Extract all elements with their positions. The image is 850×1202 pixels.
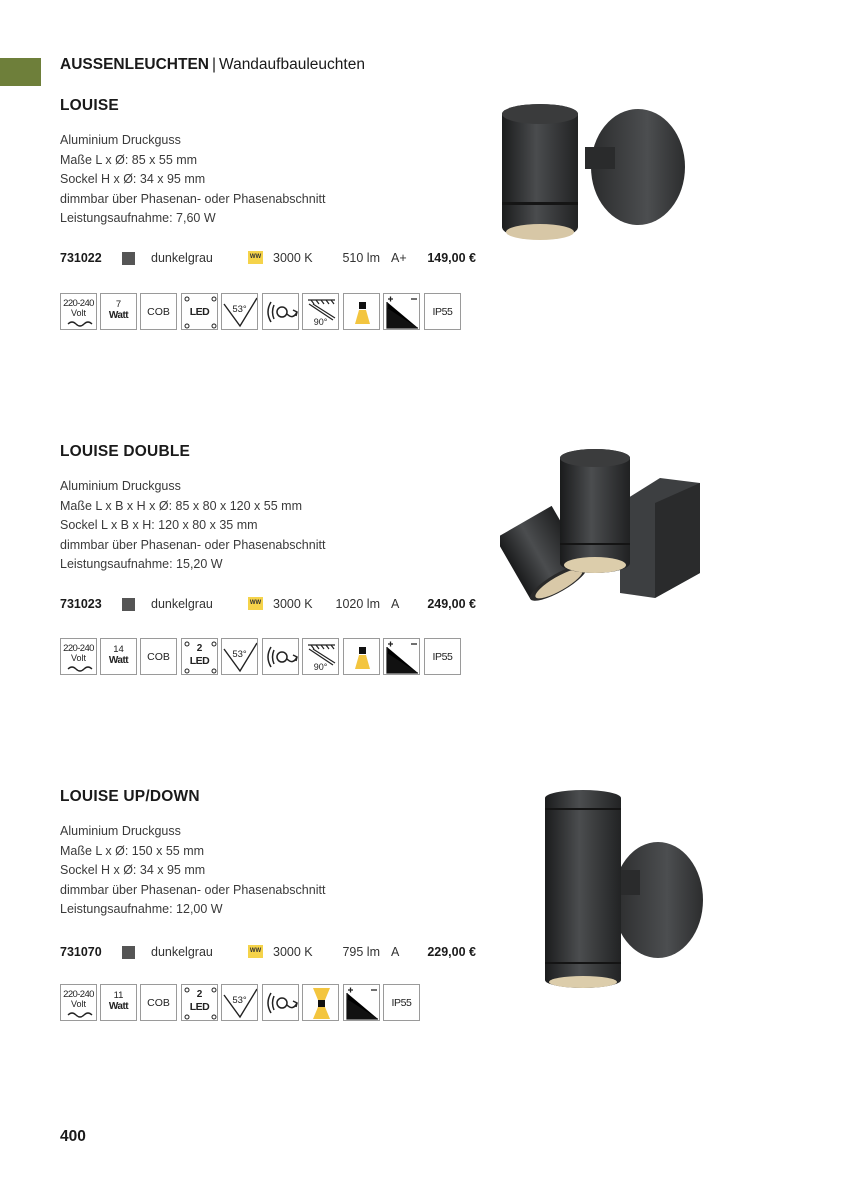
spec-line: Aluminium Druckguss xyxy=(60,479,181,493)
spec-line: Leistungsaufnahme: 7,60 W xyxy=(60,211,216,225)
color-name: dunkelgrau xyxy=(151,945,213,959)
voltage-icon: 220-240 Volt xyxy=(60,638,97,675)
light-up-down-icon xyxy=(302,984,339,1021)
product-specs xyxy=(60,131,325,229)
chapter-tab-marker xyxy=(0,58,41,86)
color-swatch xyxy=(122,598,135,611)
watt-icon: 7 Watt xyxy=(100,293,137,330)
spec-line: Leistungsaufnahme: 12,00 W xyxy=(60,902,223,916)
article-number: 731070 xyxy=(60,945,102,959)
voltage-icon: 220-240 Volt xyxy=(60,984,97,1021)
page-header xyxy=(60,56,365,74)
cob-icon: COB xyxy=(140,638,177,675)
dimmable-icon xyxy=(383,293,420,330)
order-row xyxy=(60,251,480,267)
header-category: AUSSENLEUCHTEN xyxy=(60,56,209,73)
warm-white-badge: WW xyxy=(248,945,263,958)
energy-class: A xyxy=(391,945,400,959)
dimmable-icon xyxy=(383,638,420,675)
order-row xyxy=(60,945,480,961)
price: 249,00 € xyxy=(427,597,476,611)
spec-line: Sockel H x Ø: 34 x 95 mm xyxy=(60,172,206,186)
light-down-icon xyxy=(343,293,380,330)
luminous-flux: 795 lm xyxy=(342,945,380,959)
color-name: dunkelgrau xyxy=(151,251,213,265)
product-louise-double xyxy=(0,443,850,783)
tilt-icon: 90° xyxy=(302,293,339,330)
order-row xyxy=(60,597,480,613)
spec-line: Maße L x Ø: 150 x 55 mm xyxy=(60,843,205,858)
spec-line: Aluminium Druckguss xyxy=(60,824,181,838)
color-swatch xyxy=(122,946,135,959)
voltage-icon: 220-240 Volt xyxy=(60,293,97,330)
cob-icon: COB xyxy=(140,293,177,330)
page-number: 400 xyxy=(60,1128,86,1145)
energy-class: A xyxy=(391,597,400,611)
product-photo-louise xyxy=(490,102,690,252)
color-name: dunkelgrau xyxy=(151,597,213,611)
energy-class: A+ xyxy=(391,251,407,265)
price: 149,00 € xyxy=(427,251,476,265)
spec-line: Maße L x Ø: 85 x 55 mm xyxy=(60,152,198,167)
product-title: LOUISE xyxy=(60,97,119,114)
header-separator: | xyxy=(211,56,217,73)
light-down-icon xyxy=(343,638,380,675)
led-icon: 2 LED xyxy=(181,984,218,1021)
spec-line: Aluminium Druckguss xyxy=(60,133,181,147)
header-subcategory: Wandaufbauleuchten xyxy=(219,56,365,73)
luminous-flux: 1020 lm xyxy=(335,597,380,611)
article-number: 731023 xyxy=(60,597,102,611)
watt-icon: 11 Watt xyxy=(100,984,137,1021)
color-swatch xyxy=(122,252,135,265)
rotate-icon xyxy=(262,638,299,675)
spec-line: Leistungsaufnahme: 15,20 W xyxy=(60,557,223,571)
product-louise xyxy=(0,97,850,437)
dimmable-icon xyxy=(343,984,380,1021)
cob-icon: COB xyxy=(140,984,177,1021)
product-title: LOUISE UP/DOWN xyxy=(60,788,200,805)
product-specs xyxy=(60,477,325,575)
beam-angle-icon: 53° xyxy=(221,638,258,675)
beam-angle-icon: 53° xyxy=(221,984,258,1021)
rotate-icon xyxy=(262,293,299,330)
luminous-flux: 510 lm xyxy=(342,251,380,265)
spec-line: Sockel L x B x H: 120 x 80 x 35 mm xyxy=(60,518,258,532)
product-louise-up-down xyxy=(0,788,850,1128)
product-title: LOUISE DOUBLE xyxy=(60,443,191,460)
spec-line: dimmbar über Phasenan- oder Phasenabschnitt xyxy=(60,882,326,897)
warm-white-badge: WW xyxy=(248,597,263,610)
tilt-icon: 90° xyxy=(302,638,339,675)
watt-icon: 14 Watt xyxy=(100,638,137,675)
ip-rating-icon: IP55 xyxy=(424,638,461,675)
price: 229,00 € xyxy=(427,945,476,959)
led-icon: LED xyxy=(181,293,218,330)
color-temperature: 3000 K xyxy=(273,945,313,959)
ip-rating-icon: IP55 xyxy=(424,293,461,330)
beam-angle-icon: 53° xyxy=(221,293,258,330)
spec-line: Sockel H x Ø: 34 x 95 mm xyxy=(60,863,206,877)
spec-line: dimmbar über Phasenan- oder Phasenabschnitt xyxy=(60,191,326,206)
spec-line: dimmbar über Phasenan- oder Phasenabschnitt xyxy=(60,537,326,552)
color-temperature: 3000 K xyxy=(273,597,313,611)
ip-rating-icon: IP55 xyxy=(383,984,420,1021)
product-photo-louise-up-down xyxy=(540,790,710,990)
warm-white-badge: WW xyxy=(248,251,263,264)
rotate-icon xyxy=(262,984,299,1021)
color-temperature: 3000 K xyxy=(273,251,313,265)
article-number: 731022 xyxy=(60,251,102,265)
led-icon: 2 LED xyxy=(181,638,218,675)
spec-line: Maße L x B x H x Ø: 85 x 80 x 120 x 55 mm xyxy=(60,498,302,513)
product-specs xyxy=(60,822,325,920)
product-photo-louise-double xyxy=(500,443,715,603)
